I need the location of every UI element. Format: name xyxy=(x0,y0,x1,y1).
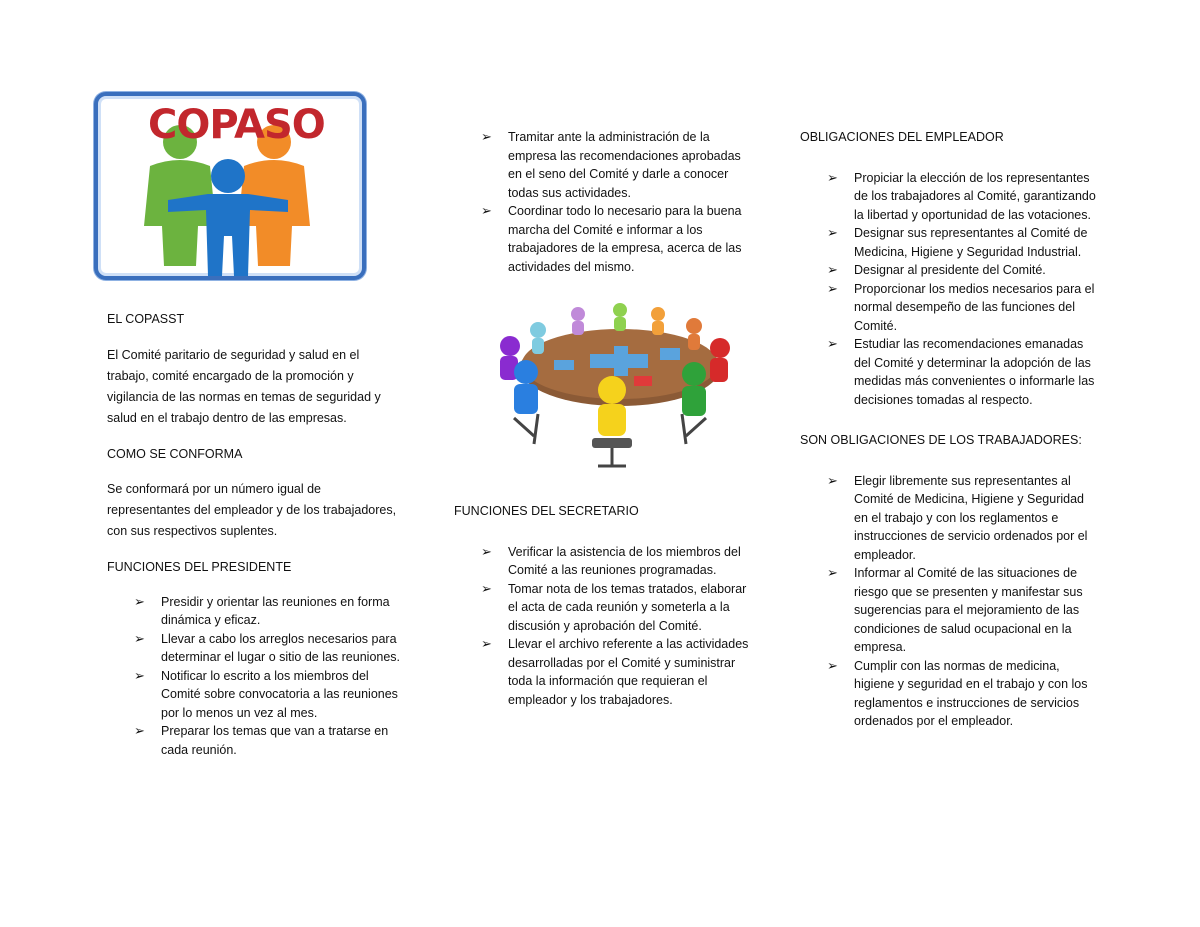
arrow-bullet-icon: ➢ xyxy=(827,565,838,580)
list-item: ➢ Presidir y orientar las reuniones en forma dinámica y eficaz. xyxy=(134,593,390,627)
arrow-bullet-icon: ➢ xyxy=(827,280,838,296)
arrow-bullet-icon: ➢ xyxy=(134,593,145,609)
arrow-bullet-icon: ➢ xyxy=(827,262,838,277)
arrow-bullet-icon: ➢ xyxy=(827,169,838,185)
trabajadores-list xyxy=(800,472,1100,731)
copaso-logo xyxy=(94,92,366,280)
arrow-bullet-icon: ➢ xyxy=(481,543,492,559)
column-left xyxy=(107,310,402,775)
arrow-bullet-icon: ➢ xyxy=(827,336,838,351)
list-item: ➢ Informar al Comité de las situaciones de riesgo que se presenten y manifestar sus sugerencias para el mejoramiento de las condiciones de salud ocupacional en la empresa. xyxy=(827,565,1083,654)
presidente-list xyxy=(107,593,402,760)
list-item: ➢ Tramitar ante la administración de la empresa las recomendaciones aprobadas en el seno del Comité y darle a conocer todas sus actividades. xyxy=(481,129,741,200)
column-right xyxy=(800,128,1100,747)
list-item: ➢ Preparar los temas que van a tratarse en cada reunión. xyxy=(134,723,389,757)
list-item: ➢ Elegir libremente sus representantes al Comité de Medicina, Higiene y Seguridad en el trabajo y con los reglamentos e instrucciones de servicio ordenados por el empleador. xyxy=(827,472,1088,562)
arrow-bullet-icon: ➢ xyxy=(481,129,492,144)
arrow-bullet-icon: ➢ xyxy=(481,203,492,218)
list-item: ➢ Propiciar la elección de los representantes de los trabajadores al Comité, garantizando la libertad y oportunidad de las votaciones. xyxy=(827,169,1096,222)
list-item: ➢ Proporcionar los medios necesarios para el normal desempeño de las funciones del Comité. xyxy=(827,280,1095,333)
arrow-bullet-icon: ➢ xyxy=(827,472,838,488)
list-item: ➢ Cumplir con las normas de medicina, higiene y seguridad en el trabajo y con los reglamentos e instrucciones de servicios ordenados por el empleador. xyxy=(827,657,1088,728)
arrow-bullet-icon: ➢ xyxy=(481,636,492,651)
list-item: ➢ Tomar nota de los temas tratados, elaborar el acta de cada reunión y someterla a la discusión y aprobación del Comité. xyxy=(481,580,747,633)
conforma-title: COMO SE CONFORMA xyxy=(107,446,243,461)
secretario-title: FUNCIONES DEL SECRETARIO xyxy=(454,504,639,518)
arrow-bullet-icon: ➢ xyxy=(481,580,492,596)
empleador-title: OBLIGACIONES DEL EMPLEADOR xyxy=(800,130,1004,144)
list-item: ➢ Llevar el archivo referente a las actividades desarrolladas por el Comité y suministrar toda la información que requieran el empleador y los trabajadores. xyxy=(481,636,749,707)
list-item: ➢ Estudiar las recomendaciones emanadas del Comité y determinar la adopción de las medidas más convenientes o informarle las decisiones tomadas al respecto. xyxy=(827,336,1095,407)
arrow-bullet-icon: ➢ xyxy=(134,723,145,738)
empleador-list xyxy=(800,169,1100,410)
secretario-list xyxy=(454,543,754,710)
list-item: ➢ Verificar la asistencia de los miembros del Comité a las reuniones programadas. xyxy=(481,543,741,577)
arrow-bullet-icon: ➢ xyxy=(134,667,145,683)
list-item: ➢ Designar sus representantes al Comité de Medicina, Higiene y Seguridad Industrial. xyxy=(827,225,1088,259)
copasst-title: EL COPASST xyxy=(107,312,185,326)
conforma-text: Se conformará por un número igual de representantes del empleador y de los trabajadores, con sus respectivos suplentes. xyxy=(107,482,397,538)
logo-title: COPASO xyxy=(148,102,325,148)
arrow-bullet-icon: ➢ xyxy=(827,225,838,240)
presidente-list-continued xyxy=(454,128,754,276)
arrow-bullet-icon: ➢ xyxy=(827,657,838,673)
meeting-table-illustration xyxy=(494,298,738,470)
copasst-intro: El Comité paritario de seguridad y salud en el trabajo, comité encargado de la promoción y vigilancia de las normas en temas de seguridad y salud en el trabajo dentro de las empresas. xyxy=(107,347,381,425)
arrow-bullet-icon: ➢ xyxy=(134,630,145,646)
presidente-title: FUNCIONES DEL PRESIDENTE xyxy=(107,560,292,574)
list-item: ➢ Designar al presidente del Comité. xyxy=(854,261,1100,280)
list-item: ➢ Llevar a cabo los arreglos necesarios para determinar el lugar o sitio de las reuniones. xyxy=(134,630,401,664)
trabajadores-title: SON OBLIGACIONES DE LOS TRABAJADORES: xyxy=(800,433,1082,447)
list-item: ➢ Coordinar todo lo necesario para la buena marcha del Comité e informar a los trabajadores de la empresa, acerca de las actividades del mismo. xyxy=(481,203,742,274)
list-item: ➢ Notificar lo escrito a los miembros del Comité sobre convocatoria a las reuniones por lo menos un vez al mes. xyxy=(134,667,398,720)
